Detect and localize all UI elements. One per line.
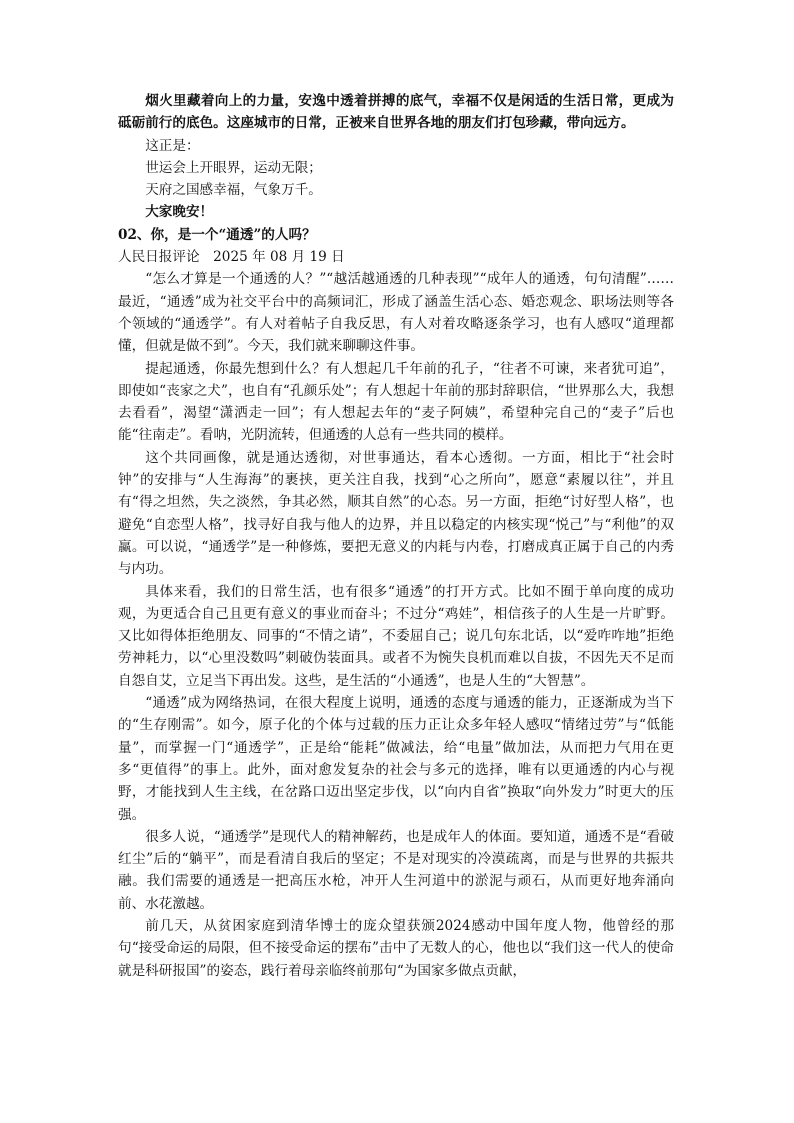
article-paragraph: 很多人说，“通透学”是现代人的精神解药，也是成年人的体面。要知道，通透不是“看破红尘”后的“躺平”，而是看清自我后的坚定；不是对现实的冷漠疏离，而是与世界的共振共融。我们需要的通透是一把高压水枪，冲开人生河道中的淤泥与顽石，从而更好地奔涌向前、水花激越。: [118, 828, 674, 912]
couplet-line-1: 世运会上开眼界，运动无限；: [145, 159, 322, 176]
document-page: [118, 90, 674, 982]
closing-line: 大家晚安！: [145, 204, 214, 221]
intro-paragraph: 烟火里藏着向上的力量，安逸中透着拼搏的底气，幸福不仅是闲适的生活日常，更成为砥砺前行的底色。这座城市的日常，正被来自世界各地的朋友们打包珍藏，带向远方。: [118, 93, 674, 132]
intro-line: 这正是：: [145, 137, 200, 154]
article-paragraph: “怎么才算是一个通透的人？”“越活越通透的几种表现”“成年人的通透，句句清醒”……最近，“通透”成为社交平台中的高频词汇，形成了涵盖生活心态、婚恋观念、职场法则等各个领域的“通透学”。有人对着帖子自我反思，有人对着攻略逐条学习，也有人感叹“道理都懂，但就是做不到”。今天，我们就来聊聊这件事。: [118, 271, 674, 355]
couplet-line-2: 天府之国感幸福，气象万千。: [145, 182, 322, 199]
article-byline: 人民日报评论 2025 年 08 月 19 日: [118, 249, 345, 266]
article-paragraph: 这个共同画像，就是通达透彻，对世事通达，看本心透彻。一方面，相比于“社会时钟”的安排与“人生海海”的裹挟，更关注自我，找到“心之所向”，愿意“素履以往”，并且有“得之坦然，失之淡然，争其必然，顺其自然”的心态。另一方面，拒绝“讨好型人格”，也避免“自恋型人格”，找寻好自我与他人的边界，并且以稳定的内核实现“悦己”与“利他”的双赢。可以说，“通透学”是一种修炼，要把无意义的内耗与内卷，打磨成真正属于自己的内秀与内功。: [118, 449, 674, 578]
article-paragraph: 提起通透，你最先想到什么？有人想起几千年前的孔子，“往者不可谏，来者犹可追”，即使如“丧家之犬”，也自有“孔颜乐处”；有人想起十年前的那封辞职信，“世界那么大，我想去看看”，渴望“潇洒走一回”；有人想起去年的“麦子阿姨”，希望种完自己的“麦子”后也能“往南走”。看呐，光阴流转，但通透的人总有一些共同的模样。: [118, 360, 674, 444]
article-paragraph: 前几天，从贫困家庭到清华博士的庞众望获颁2024感动中国年度人物，他曾经的那句“接受命运的局限，但不接受命运的摆布”击中了无数人的心，他也以“我们这一代人的使命就是科研报国”的姿态，践行着母亲临终前那句“为国家多做点贡献，: [118, 917, 674, 979]
article-paragraph: “通透”成为网络热词，在很大程度上说明，通透的态度与通透的能力，正逐渐成为当下的“生存刚需”。如今，原子化的个体与过载的压力正让众多年轻人感叹“情绪过劳”与“低能量”，而掌握一门“通透学”，正是给“能耗”做减法，给“电量”做加法，从而把力气用在更多“更值得”的事上。此外，面对愈发复杂的社会与多元的选择，唯有以更通透的内心与视野，才能找到人生主线，在岔路口迈出坚定步伐，以“向内自省”换取“向外发力”时更大的压强。: [118, 695, 674, 823]
article-paragraph: 具体来看，我们的日常生活，也有很多“通透”的打开方式。比如不囿于单向度的成功观，为更适合自己且更有意义的事业而奋斗；不过分“鸡娃”，相信孩子的人生是一片旷野。又比如得体拒绝朋友、同事的“不情之请”，不委屈自己；说几句东北话，以“爱咋咋地”拒绝劳神耗力，以“心里没数吗”刺破伪装面具。或者不为惋失良机而难以自拔，不因先天不足而自怨自艾，立足当下再出发。这些，是生活的“小通透”，也是人生的“大智慧”。: [118, 583, 674, 689]
article-title: 02、你，是一个“通透”的人吗？: [118, 226, 316, 243]
